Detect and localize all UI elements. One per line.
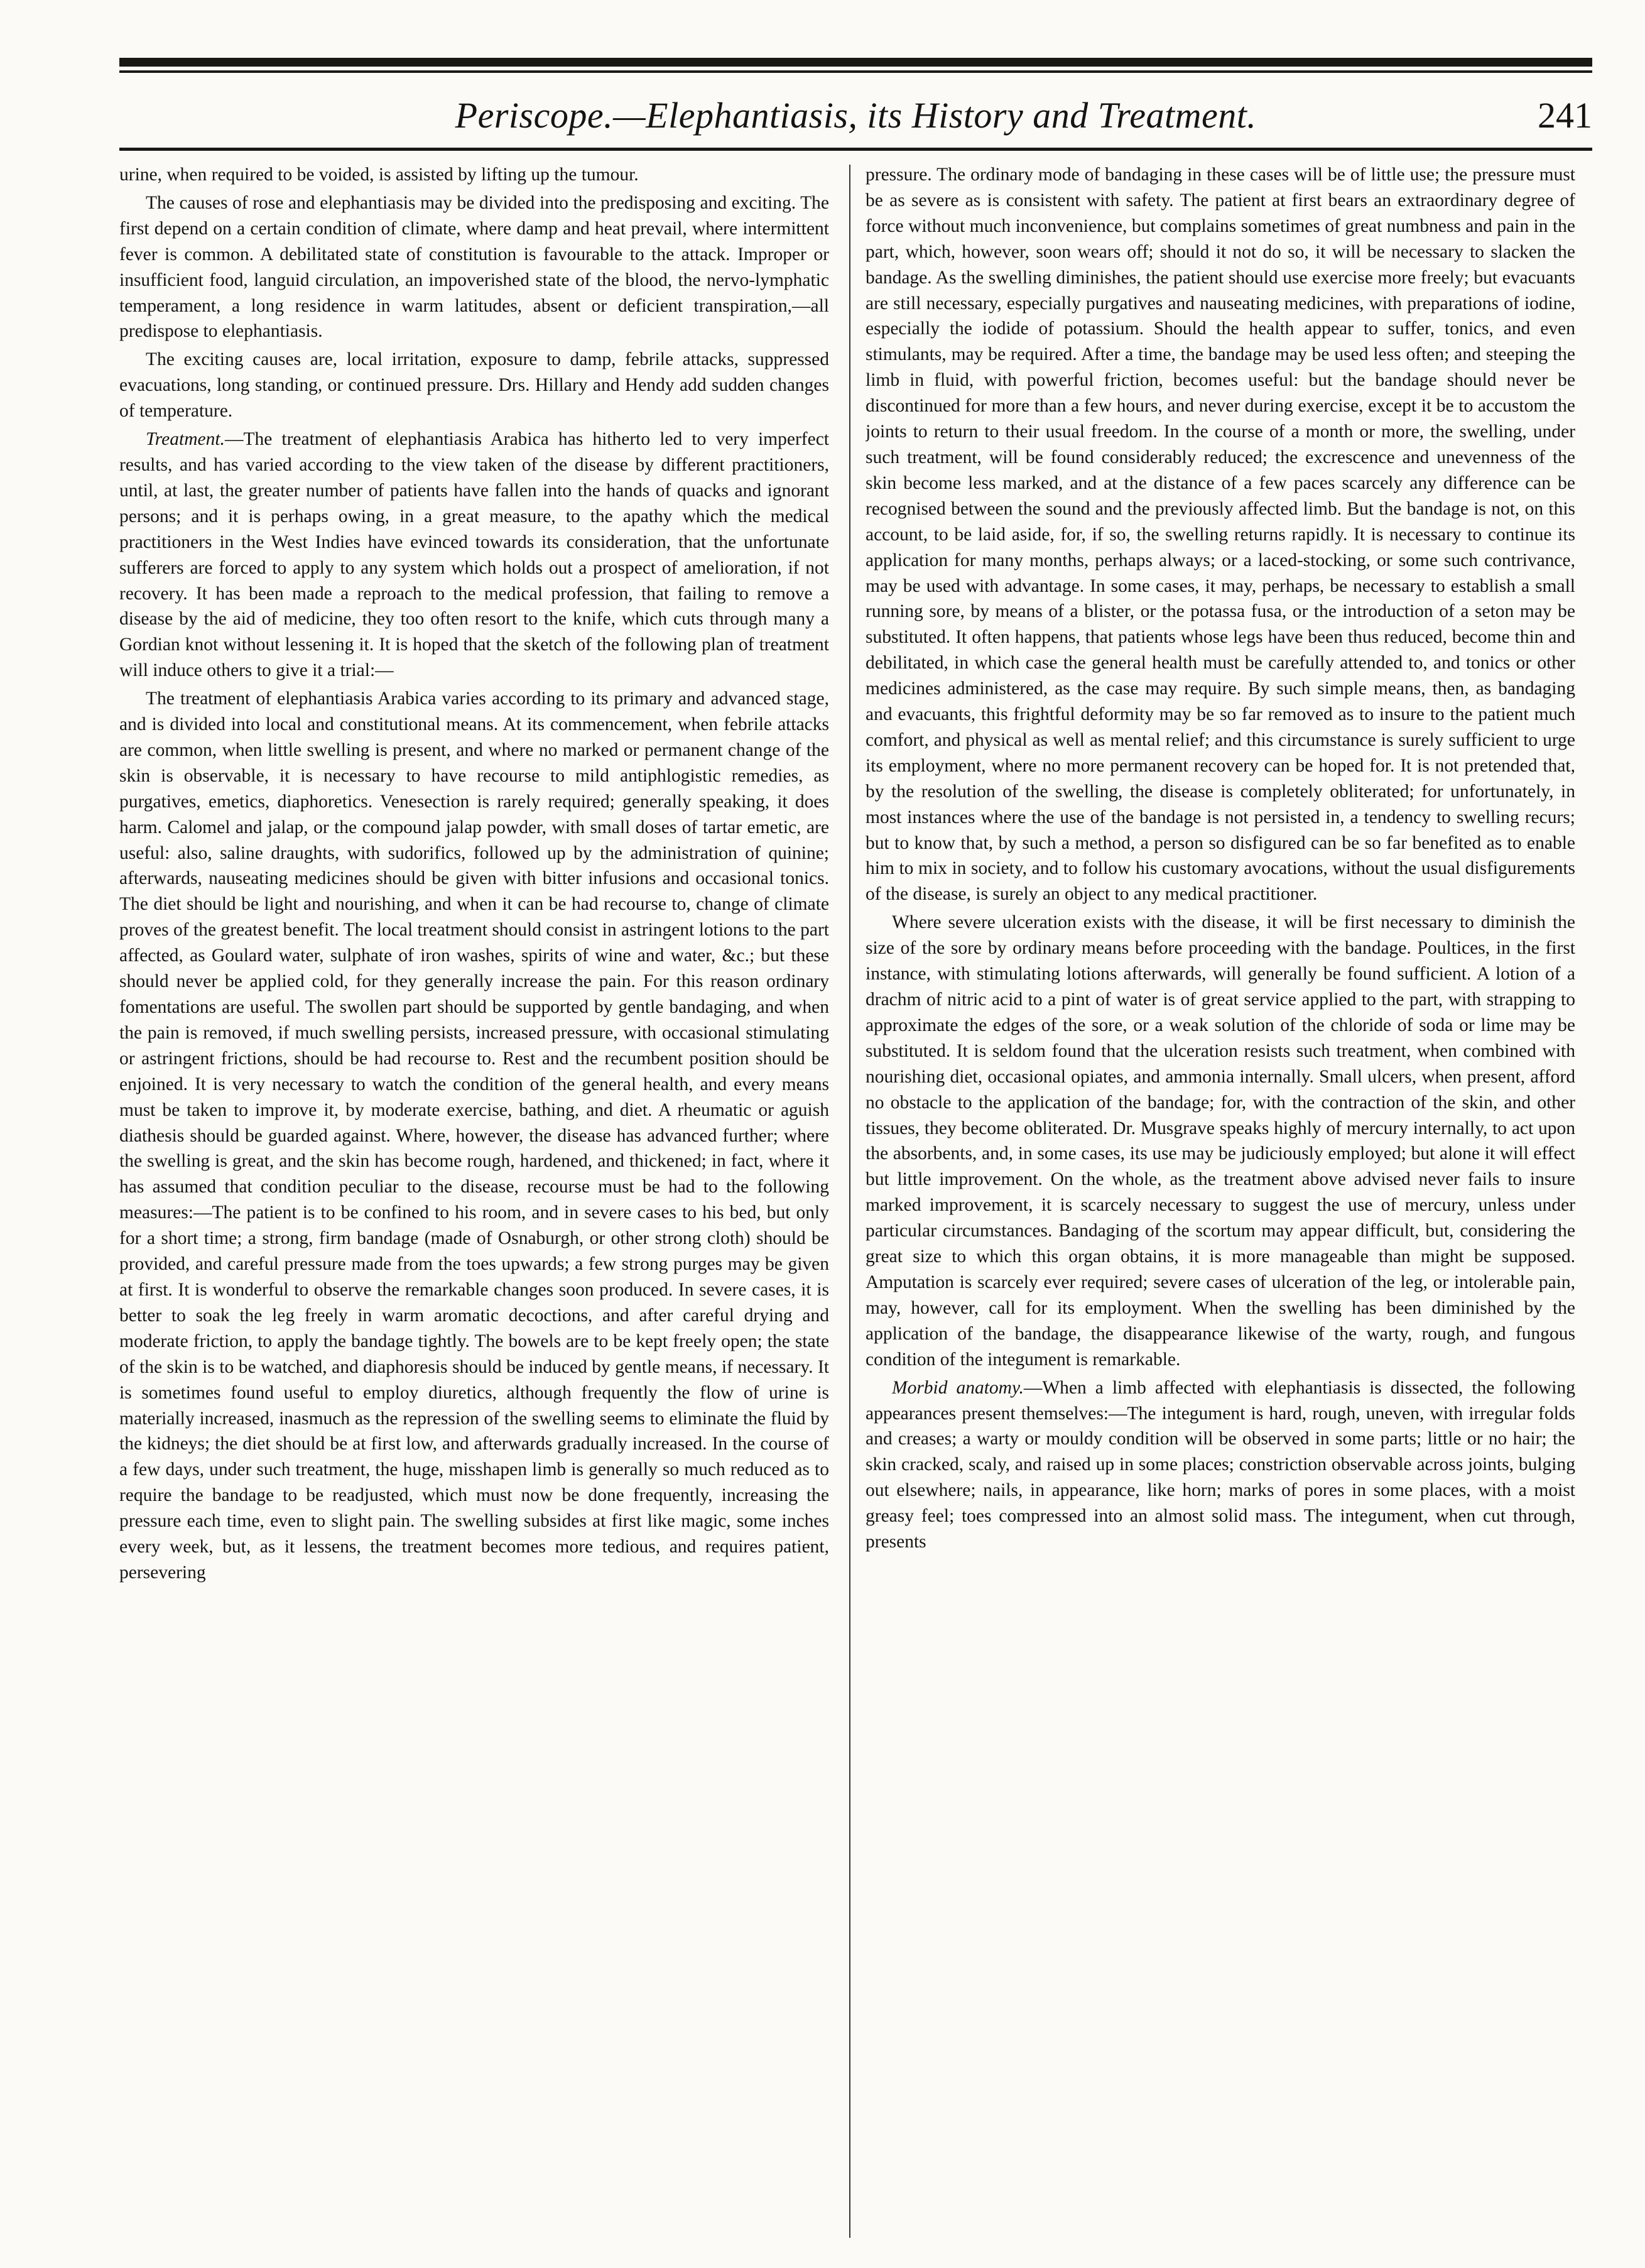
paragraph-text: —The treatment of elephantiasis Arabica has hitherto led to very imperfect results, and has varied according to the view taken of the disease by different practitioners, until, at last, the greater number of patients have fallen into the hands of quacks and ignorant persons; and it is perhaps owing, in a great measure, to the apathy which the medical practitioners in the West Indies have evinced towards its consideration, that the unfortunate sufferers are forced to apply to any system which holds out a prospect of amelioration, if not recovery. It has been made a reproach to the medical profession, that failing to remove a disease by the aid of medicine, they too often resort to the knife, which cuts through many a Gordian knot without lessening it. It is hoped that the sketch of the following plan of treatment will induce others to give it a trial:—: [119, 429, 829, 681]
paragraph: Where severe ulceration exists with the disease, it will be first necessary to diminish the size of the sore by ordinary means before proceeding with the bandage. Poultices, in the first instance, with stimulating lotions afterwards, will generally be found sufficient. A lotion of a drachm of nitric acid to a pint of water is of great service applied to the part, with strapping to approximate the edges of the sore, or a weak solution of the chloride of soda or lime may be substituted. It is seldom found that the ulceration resists such treatment, when combined with nourishing diet, occasional opiates, and ammonia internally. Small ulcers, when present, afford no obstacle to the application of the bandage; for, with the contraction of the skin, and other tissues, they become obliterated. Dr. Musgrave speaks highly of mercury internally, to act upon the absorbents, and, in some cases, its use may be judiciously employed; but alone it will effect but little improvement. On the whole, as the treatment above advised never fails to insure marked improvement, it is scarcely necessary to suggest the use of mercury, unless under particular circumstances. Bandaging of the scortum may appear difficult, but, considering the great size to which this organ obtains, it is more manageable than might be supposed. Amputation is scarcely ever required; severe cases of ulceration of the leg, or intolerable pain, may, however, call for its employment. When the swelling has been diminished by the application of the bandage, the disappearance likewise of the warty, rough, and fungous condition of the integument is remarkable.: [866, 912, 1575, 1370]
paragraph: The treatment of elephantiasis Arabica varies according to its primary and advanced stage, and is divided into local and constitutional means. At its commencement, when febrile attacks are common, when little swelling is present, and where no marked or permanent change of the skin is observable, it is necessary to have recourse to mild antiphlogistic remedies, as purgatives, emetics, diaphoretics. Venesection is rarely required; generally speaking, it does harm. Calomel and jalap, or the compound jalap powder, with small doses of tartar emetic, are useful: also, saline draughts, with sudorifics, followed up by the administration of quinine; afterwards, nauseating medicines should be given with bitter infusions and occasional tonics. The diet should be light and nourishing, and when it can be had recourse to, change of climate proves of the greatest benefit. The local treatment should consist in astringent lotions to the part affected, as Goulard water, sulphate of iron washes, spirits of wine and water, &c.; but these should never be applied cold, for they generally increase the pain. For this reason ordinary fomentations are useful. The swollen part should be supported by gentle bandaging, and when the pain is removed, if much swelling persists, increased pressure, with occasional stimulating or astringent frictions, should be had recourse to. Rest and the recumbent position should be enjoined. It is very necessary to watch the condition of the general health, and every means must be taken to improve it, by moderate exercise, bathing, and diet. A rheumatic or aguish diathesis should be guarded against. Where, however, the disease has advanced further; where the swelling is great, and the skin has become rough, hardened, and thickened; in fact, where it has assumed that condition peculiar to the disease, recourse must be had to the following measures:—The patient is to be confined to his room, and in severe cases to his bed, but only for a short time; a strong, firm bandage (made of Osnaburgh, or other strong cloth) should be provided, and careful pressure made from the toes upwards; a few strong purges may be given at first. It is wonderful to observe the remarkable changes soon produced. In severe cases, it is better to soak the leg freely in warm aromatic decoctions, and after careful drying and moderate friction, to apply the bandage tightly. The bowels are to be kept freely open; the state of the skin is to be watched, and diaphoresis should be induced by gentle means, if necessary. It is sometimes found useful to employ diuretics, although frequently the flow of urine is materially increased, inasmuch as the repression of the swelling seems to eliminate the fluid by the kidneys; the diet should be at first low, and afterwards gradually increased. In the course of a few days, under such treatment, the huge, misshapen limb is generally so much reduced as to require the bandage to be readjusted, which must now be done frequently, increasing the pressure each time, even to slight pain. The swelling subsides at first like magic, some inches every week, but, as it lessens, the treatment becomes more tedious, and requires patient, persevering: [119, 689, 829, 1583]
paragraph: [866, 1375, 1575, 1555]
running-title: Periscope.—Elephantiasis, its History and Treatment.: [455, 95, 1257, 136]
paragraph: [119, 427, 829, 684]
section-lead: Morbid anatomy.: [892, 1377, 1024, 1398]
header-rule: [119, 148, 1592, 151]
top-rule: [119, 58, 1592, 67]
page-header: [119, 80, 1592, 143]
column-divider: [849, 165, 850, 2238]
paragraph: The exciting causes are, local irritation, exposure to damp, febrile attacks, suppressed evacuations, long standing, or continued pressure. Drs. Hillary and Hendy add sudden changes of temperature.: [119, 349, 829, 422]
top-rule-thin: [119, 70, 1592, 73]
paragraph: pressure. The ordinary mode of bandaging in these cases will be of little use; the pressure must be as severe as is consistent with safety. The patient at first bears an extraordinary degree of force without much inconvenience, but complains sometimes of great numbness and pain in the part, which, however, soon wears off; should it not do so, it will be necessary to slacken the bandage. As the swelling diminishes, the patient should use exercise more freely; but evacuants are still necessary, especially purgatives and nauseating medicines, with preparations of iodine, especially the iodide of potassium. Should the health appear to suffer, tonics, and even stimulants, may be required. After a time, the bandage may be used less often; and steeping the limb in fluid, with powerful friction, becomes useful: but the bandage should never be discontinued for more than a few hours, and never during exercise, except it be to accustom the joints to return to their usual freedom. In the course of a month or more, the swelling, under such treatment, will be found considerably reduced; the excrescence and unevenness of the skin become less marked, and at the distance of a few paces scarcely any difference can be recognised between the sound and the previously affected limb. But the bandage is not, on this account, to be laid aside, for, if so, the swelling returns rapidly. It is necessary to continue its application for many months, perhaps always; or a laced-stocking, or some such contrivance, may be used with advantage. In some cases, it may, perhaps, be necessary to establish a small running sore, by means of a blister, or the potassa fusa, or the introduction of a seton may be substituted. It often happens, that patients whose legs have been thus reduced, become thin and debilitated, in which case the general health must be carefully attended to, and tonics or other medicines administered, as the case may require. By such simple means, then, as bandaging and evacuants, this frightful deformity may be so far removed as to insure to the patient much comfort, and physical as well as mental relief; and this circumstance is surely sufficient to urge its employment, where no more permanent recovery can be hoped for. It is not pretended that, by the resolution of the swelling, the disease is completely obliterated; for unfortunately, in most instances where the use of the bandage is not persisted in, a tendency to swelling recurs; but to know that, by such a method, a person so disfigured can be so far benefited as to enable him to mix in society, and to follow his customary avocations, without the usual disfigurements of the disease, is surely an object to any medical practitioner.: [866, 165, 1575, 905]
paragraph: urine, when required to be voided, is assisted by lifting up the tumour.: [119, 165, 639, 185]
paragraph-text: —When a limb affected with elephantiasis is dissected, the following appearances present themselves:—The integument is hard, rough, uneven, with irregular folds and creases; a warty or mouldy condition will be observed in some parts; little or no hair; the skin cracked, scaly, and raised up in some places; constriction observable across joints, bulging out elsewhere; nails, in appearance, like horn; marks of pores in some places, with a moist greasy feel; toes compressed into an almost solid mass. The integument, when cut through, presents: [866, 1377, 1575, 1552]
right-column: [866, 162, 1575, 2242]
page-number: 241: [1538, 95, 1592, 136]
paragraph: The causes of rose and elephantiasis may be divided into the predisposing and exciting. The first depend on a certain condition of climate, where damp and heat prevail, where intermittent fever is common. A debilitated state of constitution is favourable to the attack. Improper or insufficient food, languid circulation, an impoverished state of the blood, the nervo-lymphatic temperament, a long residence in warm latitudes, absent or deficient transpiration,—all predispose to elephantiasis.: [119, 192, 829, 342]
left-column: [119, 162, 829, 2242]
section-lead: Treatment.: [146, 429, 225, 450]
